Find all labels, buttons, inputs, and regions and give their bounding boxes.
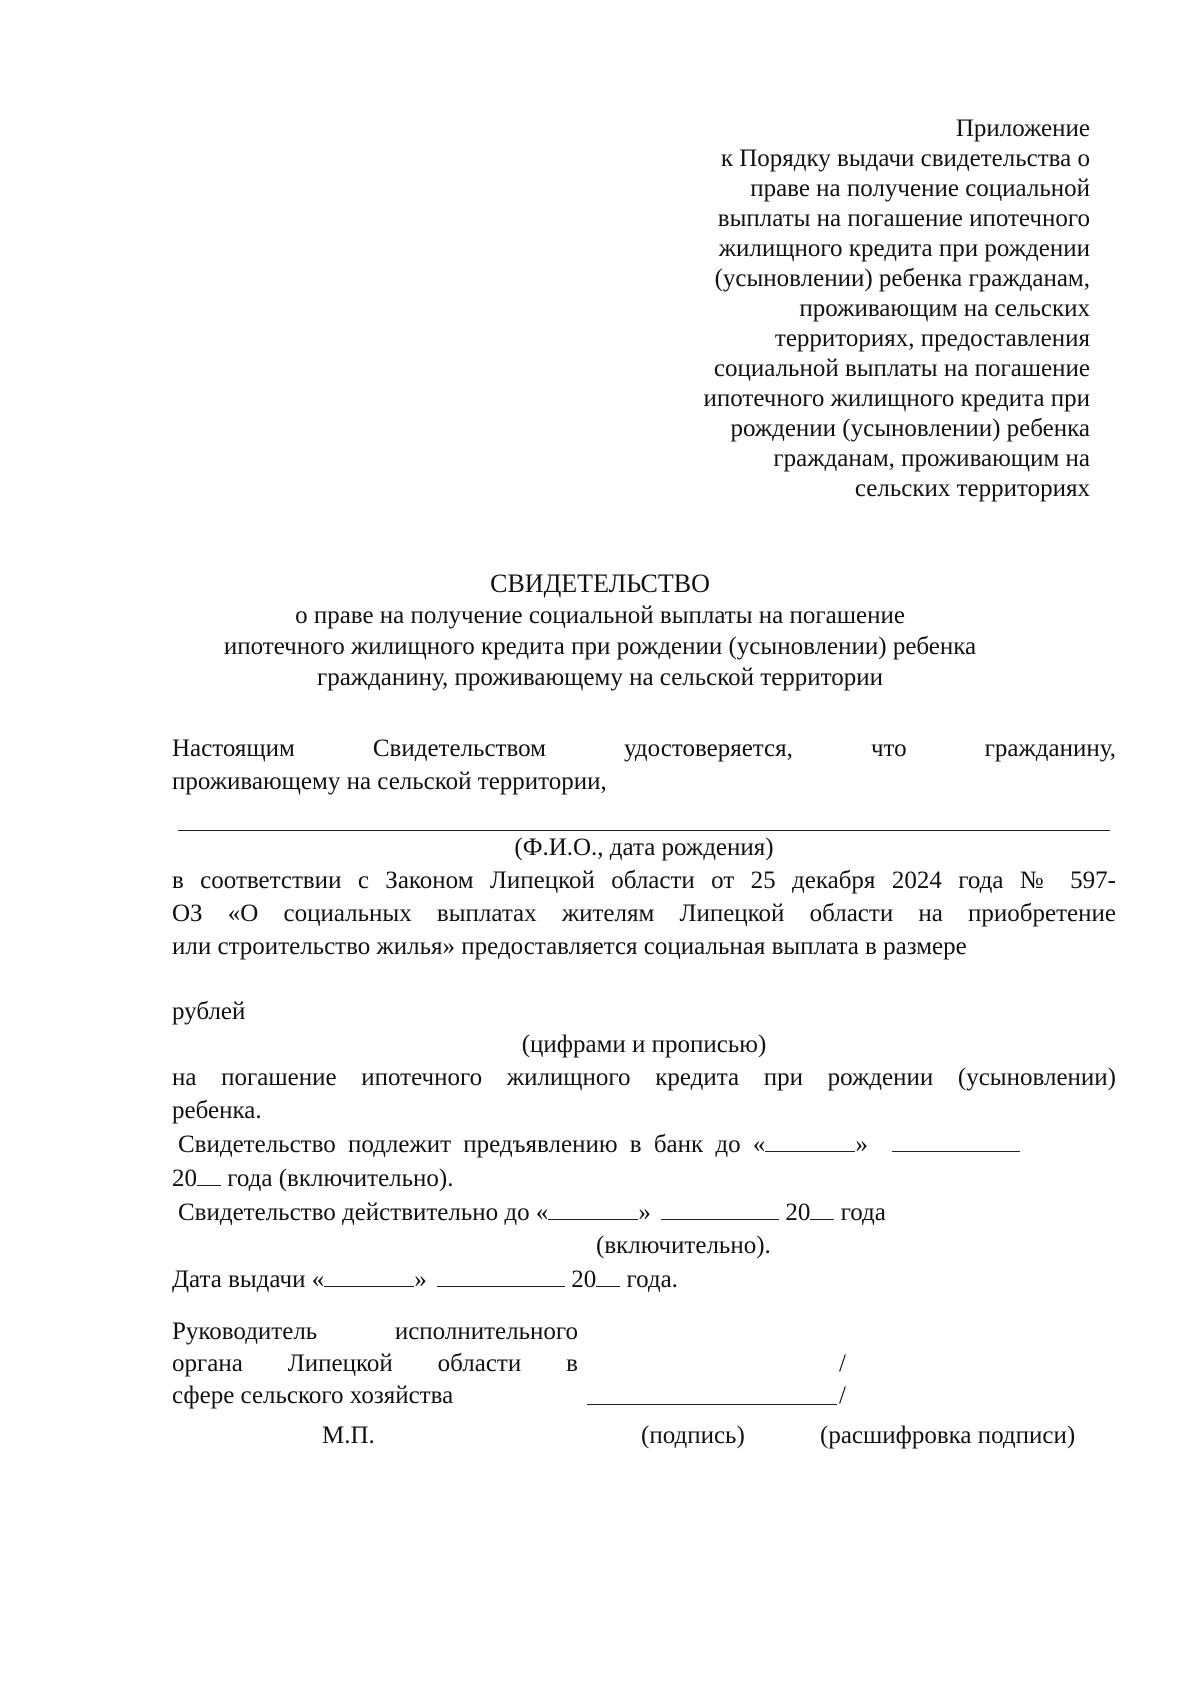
appendix-line: выплаты на погашение ипотечного: [717, 205, 1090, 232]
signatory-position: [172, 1316, 578, 1412]
appendix-line: сельских территориях: [854, 475, 1090, 502]
valid-year-suffix: года: [834, 1199, 886, 1226]
issue-year-suffix: года.: [620, 1266, 678, 1293]
issue-year-field[interactable]: [596, 1262, 620, 1287]
appendix-line: социальной выплаты на погашение: [713, 355, 1090, 382]
appendix-line: территориях, предоставления: [774, 325, 1090, 352]
bank-year-prefix: 20: [172, 1165, 197, 1192]
amount-field[interactable]: [172, 963, 1116, 995]
issue-quote: »: [414, 1266, 427, 1293]
position-line: органа Липецкой области в: [172, 1350, 578, 1377]
bank-year-suffix: года (включительно).: [221, 1165, 454, 1192]
rubles-label: рублей: [172, 998, 246, 1025]
intro-line: проживающему на сельской территории,: [172, 768, 607, 795]
valid-day-field[interactable]: [548, 1195, 638, 1220]
signature-slash: /: [839, 1382, 846, 1409]
appendix-line: гражданам, проживающим на: [773, 445, 1090, 472]
valid-year-field[interactable]: [810, 1195, 834, 1220]
stamp-place: М.П.: [322, 1422, 375, 1449]
signature-field-line[interactable]: [587, 1404, 837, 1405]
issue-month-field[interactable]: [437, 1262, 565, 1287]
document-subtitle-line: о праве на получение социальной выплаты на погашение: [295, 602, 905, 629]
appendix-line: ипотечного жилищного кредита при: [703, 385, 1090, 412]
appendix-line: рождении (усыновлении) ребенка: [730, 415, 1090, 442]
intro-line: Настоящим Свидетельством удостоверяется, что гражданину,: [172, 735, 1116, 762]
purpose-line: ребенка.: [172, 1097, 262, 1124]
appendix-line: проживающим на сельских: [799, 295, 1090, 322]
law-line: или строительство жилья» предоставляется социальная выплата в размере: [172, 933, 967, 960]
bank-month-field[interactable]: [892, 1127, 1020, 1152]
signature-decode-caption: (расшифровка подписи): [820, 1422, 1076, 1449]
valid-caption: (включительно).: [596, 1232, 771, 1259]
appendix-line: Приложение: [955, 115, 1090, 142]
document-subtitle-line: ипотечного жилищного кредита при рождении (усыновлении) ребенка: [223, 633, 977, 660]
bank-day-field[interactable]: [765, 1127, 855, 1152]
signature-slash: /: [839, 1350, 846, 1377]
valid-until-line: [172, 1195, 1116, 1229]
document-title-block: [160, 568, 1040, 693]
bank-year-field[interactable]: [197, 1161, 221, 1186]
certificate-body: [172, 732, 1116, 1296]
issue-date-line: [172, 1262, 1116, 1296]
bank-deadline-line: [172, 1127, 1116, 1161]
fio-field-line[interactable]: [178, 800, 1110, 831]
issue-text: Дата выдачи «: [172, 1266, 325, 1293]
law-line: в соответствии с Законом Липецкой области от 25 декабря 2024 года № 597-: [172, 867, 1116, 894]
position-line: Руководитель исполнительного: [172, 1318, 578, 1345]
signature-block: [172, 1316, 1116, 1456]
appendix-line: жилищного кредита при рождении: [718, 235, 1090, 262]
appendix-header: [620, 114, 1090, 504]
bank-quote: »: [855, 1131, 868, 1158]
appendix-line: праве на получение социальной: [750, 175, 1090, 202]
signature-caption: (подпись): [641, 1422, 745, 1449]
valid-month-field[interactable]: [661, 1195, 779, 1220]
fio-caption: (Ф.И.О., дата рождения): [514, 834, 774, 861]
valid-year-prefix: 20: [785, 1199, 811, 1226]
document-title: СВИДЕТЕЛЬСТВО: [490, 569, 710, 598]
position-line: сфере сельского хозяйства: [172, 1382, 454, 1409]
appendix-line: к Порядку выдачи свидетельства о: [720, 145, 1090, 172]
amount-caption: (цифрами и прописью): [521, 1031, 767, 1058]
document-subtitle-line: гражданину, проживающему на сельской территории: [316, 664, 884, 691]
issue-day-field[interactable]: [324, 1262, 414, 1287]
bank-deadline-year-line: [172, 1161, 1116, 1195]
law-line: ОЗ «О социальных выплатах жителям Липецкой области на приобретение: [172, 900, 1116, 927]
bank-deadline-text: Свидетельство подлежит предъявлению в банк до «: [178, 1131, 766, 1158]
issue-year-prefix: 20: [571, 1266, 597, 1293]
purpose-line: на погашение ипотечного жилищного кредита при рождении (усыновлении): [172, 1064, 1116, 1091]
appendix-line: (усыновлении) ребенка гражданам,: [714, 265, 1090, 292]
valid-text: Свидетельство действительно до «: [178, 1199, 549, 1226]
valid-quote: »: [638, 1199, 651, 1226]
